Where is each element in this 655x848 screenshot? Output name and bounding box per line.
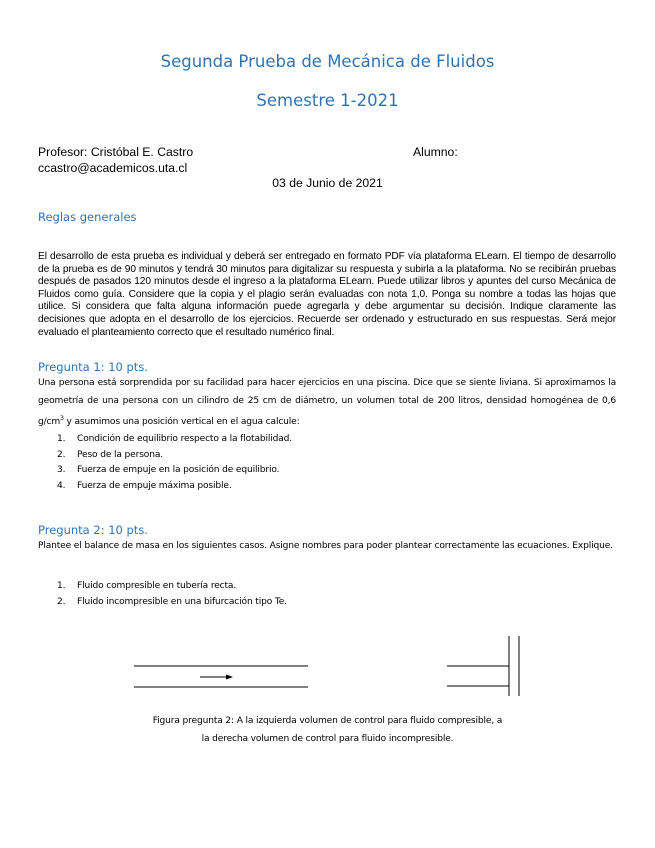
list-item: 2. Fluido incompresible en una bifurcación tipo Te. [57, 596, 287, 607]
tee-junction-diagram [447, 636, 519, 696]
question1-text: Una persona está sorprendida por su facilidad para hacer ejercicios en una piscina. Dice que se siente liviana. Si aproximamos la geometría de una persona con un cilindro de 25 cm de diámetro, un volumen total de 200 litros, densidad homogénea de 0,6 $g/cm^3$ y asumimos una posición vertical en el agua calcule: [38, 378, 616, 428]
straight-pipe-diagram [134, 666, 308, 687]
rules-paragraph: El desarrollo de esta prueba es individual y deberá ser entregado en formato PDF vía plataforma ELearn. El tiempo de desarrollo de la prueba es de 90 minutos y tendrá 30 minutos para digitalizar su respuesta y subirla a la plataforma. No se recibirán pruebas después de pasados 120 minutos desde el ingreso a la plataforma ELearn. Puede utilizar libros y apuntes del curso Mecánica de Fluidos como guía. Considere que la copia y el plagio serán evaluadas con nota 1,0. Ponga su nombre a todas las hojas que utilice. Si considera que falta alguna información puede agregarla y debe argumentar su decisión. Indique claramente las decisiones que adopta en el desarrollo de los ejercicios. Recuerde ser ordenado y estructurado en sus respuestas. Será mejor evaluado el planteamiento correcto que el resultado numérico final. [38, 251, 616, 338]
list-item: 4. Fuerza de empuje máxima posible. [57, 480, 232, 491]
student-label: Alumno: [413, 145, 458, 159]
list-item: 2. Peso de la persona. [57, 449, 163, 460]
flow-arrow-head [226, 675, 233, 680]
professor-email: ccastro@academicos.uta.cl [38, 161, 188, 175]
exam-date: 03 de Junio de 2021 [272, 176, 383, 190]
rules-heading: Reglas generales [38, 210, 137, 224]
question1-heading: Pregunta 1: 10 pts. [38, 360, 148, 374]
professor-name: Profesor: Cristóbal E. Castro [38, 145, 194, 159]
question1-list [57, 432, 597, 494]
figure-caption: Figura pregunta 2: A la izquierda volumen de control para fluido compresible, a la derecha volumen de control para fluido incompresible. [152, 716, 503, 744]
question2-text: Plantee el balance de masa en los siguientes casos. Asigne nombres para poder plantear correctamente las ecuaciones. Explique. [38, 541, 613, 551]
exam-title: Segunda Prueba de Mecánica de Fluidos [160, 52, 495, 71]
control-volume-figure [0, 620, 655, 710]
question2-heading: Pregunta 2: 10 pts. [38, 523, 148, 537]
list-item: 3. Fuerza de empuje en la posición de equilibrio. [57, 465, 280, 476]
semester-subtitle: Semestre 1-2021 [256, 91, 399, 110]
list-item: 1. Condición de equilibrio respecto a la flotabilidad. [57, 434, 293, 444]
question2-list [57, 579, 597, 610]
superscript-3: 3 [60, 415, 64, 423]
list-item: 1. Fluido compresible en tubería recta. [57, 581, 237, 591]
